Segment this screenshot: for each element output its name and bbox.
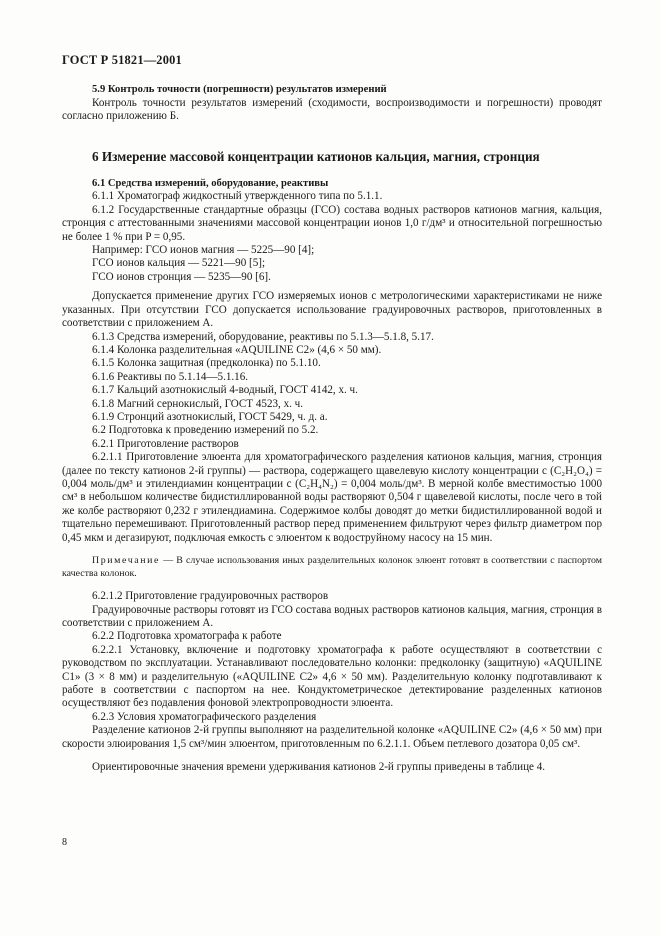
- paragraph-6-2-2: 6.2.2 Подготовка хроматографа к работе: [92, 630, 282, 643]
- paragraph-6-1-3: 6.1.3 Средства измерений, оборудование, реактивы по 5.1.3—5.1.8, 5.17.: [92, 330, 434, 343]
- paragraph-6-1-9: 6.1.9 Стронций азотнокислый, ГОСТ 5429, ч. д. а.: [92, 410, 328, 423]
- note-label: Примечание: [92, 555, 161, 566]
- example-magnesium: Например: ГСО ионов магния — 5225—90 [4];: [92, 244, 315, 257]
- paragraph-6-2: 6.2 Подготовка к проведению измерений по 5.2.: [92, 424, 319, 437]
- paragraph-6-1-8: 6.1.8 Магний сернокислый, ГОСТ 4523, х. ч.: [92, 397, 304, 410]
- note-text: — В случае использования иных разделительных колонок элюент готовят в соответствии с паспортом качества колонок.: [62, 555, 602, 579]
- page-number: 8: [62, 837, 67, 848]
- paragraph-allowed-gso: Допускается применение других ГСО измеряемых ионов с метрологическими характеристиками не ниже указанных. При отсутствии ГСО допускается использование градуировочных растворов, приготовленных в соответствии с приложением А.: [62, 290, 602, 330]
- paragraph-6-2-3: 6.2.3 Условия хроматографического разделения: [92, 710, 317, 723]
- paragraph-6-1-5: 6.1.5 Колонка защитная (предколонка) по 5.1.10.: [92, 357, 321, 370]
- paragraph-6-2-1: 6.2.1 Приготовление растворов: [92, 437, 239, 450]
- section-5-9-text: Контроль точности результатов измерений (сходимости, воспроизводимости и погрешности) проводят согласно приложению Б.: [62, 96, 602, 123]
- paragraph-6-2-1-2-text: Градуировочные растворы готовят из ГСО состава водных растворов катионов кальция, магния, стронция в соответствии с приложением А.: [62, 603, 602, 629]
- standard-header: ГОСТ Р 51821—2001: [62, 53, 182, 67]
- section-6-heading: 6 Измерение массовой концентрации катионов кальция, магния, стронция: [92, 148, 540, 164]
- paragraph-6-2-1-1: 6.2.1.1 Приготовление элюента для хроматографического разделения катионов кальция, магния, стронция (далее по тексту катионов 2-й группы) — раствора, содержащего щавелевую кислоту концентрации с (C₂H₂O₄) = 0,004 моль/дм³ и этилендиамин концентрации с (C₂H₄N₂) = 0,004 моль/дм³. В мерной колбе вместимостью 1000 см³ в небольшом количестве бидистиллированной воды растворяют 0,504 г щавелевой кислоты, после чего в той же колбе растворяют 0,232 г этилендиамина. Содержимое колбы доводят до метки бидистиллированной водой и тщательно перемешивают. Приготовленный раствор перед применением фильтруют через фильтр диаметром пор 0,45 мкм и дегазируют, подключая емкость с элюентом к водоструйному насосу на 15 мин.: [62, 451, 602, 544]
- paragraph-6-2-1-2: 6.2.1.2 Приготовление градуировочных растворов: [92, 590, 329, 603]
- paragraph-retention: Ориентировочные значения времени удерживания катионов 2-й группы приведены в таблице 4.: [92, 761, 546, 774]
- example-calcium: ГСО ионов кальция — 5221—90 [5];: [92, 257, 266, 270]
- section-5-9-heading: 5.9 Контроль точности (погрешности) результатов измерений: [92, 84, 387, 96]
- section-6-1-heading: 6.1 Средства измерений, оборудование, реактивы: [92, 178, 329, 190]
- paragraph-6-2-2-1: 6.2.2.1 Установку, включение и подготовку хроматографа к работе осуществляют в соответствии с руководством по эксплуатации. Устанавливают последовательно колонки: предколонку (защитную) «AQUILINE C1» (3 × 8 мм) и разделительную («AQUILINE C2» 4,6 × 50 мм). Разделительную колонку подготавливают к работе в соответствии с паспортом на нее. Кондуктометрическое детектирование разделенных катионов осуществляют без подавления фоновой электропроводности элюента.: [62, 643, 602, 710]
- paragraph-6-1-2: 6.1.2 Государственные стандартные образцы (ГСО) состава водных растворов катионов магния, кальция, стронция с аттестованными значениями массовой концентрации ионов 1,0 г/дм³ и относительной погрешностью не более 1 % при P = 0,95.: [62, 203, 602, 243]
- paragraph-6-1-6: 6.1.6 Реактивы по 5.1.14—5.1.16.: [92, 370, 249, 383]
- paragraph-6-1-4: 6.1.4 Колонка разделительная «AQUILINE C2» (4,6 × 50 мм).: [92, 343, 382, 356]
- paragraph-6-2-3-text: Разделение катионов 2-й группы выполняют на разделительной колонке «AQUILINE C2» (4,6 × 50 мм) при скорости элюирования 1,5 см³/мин элюентом, приготовленным по 6.2.1.1. Объем петлевого дозатора 0,05 см³.: [62, 724, 602, 750]
- page-content: [62, 54, 602, 774]
- paragraph-6-1-7: 6.1.7 Кальций азотнокислый 4-водный, ГОСТ 4142, х. ч.: [92, 384, 358, 397]
- note-eluent: [62, 555, 602, 580]
- paragraph-6-1-1: 6.1.1 Хроматограф жидкостный утвержденного типа по 5.1.1.: [92, 190, 383, 203]
- example-strontium: ГСО ионов стронция — 5235—90 [6].: [92, 270, 271, 283]
